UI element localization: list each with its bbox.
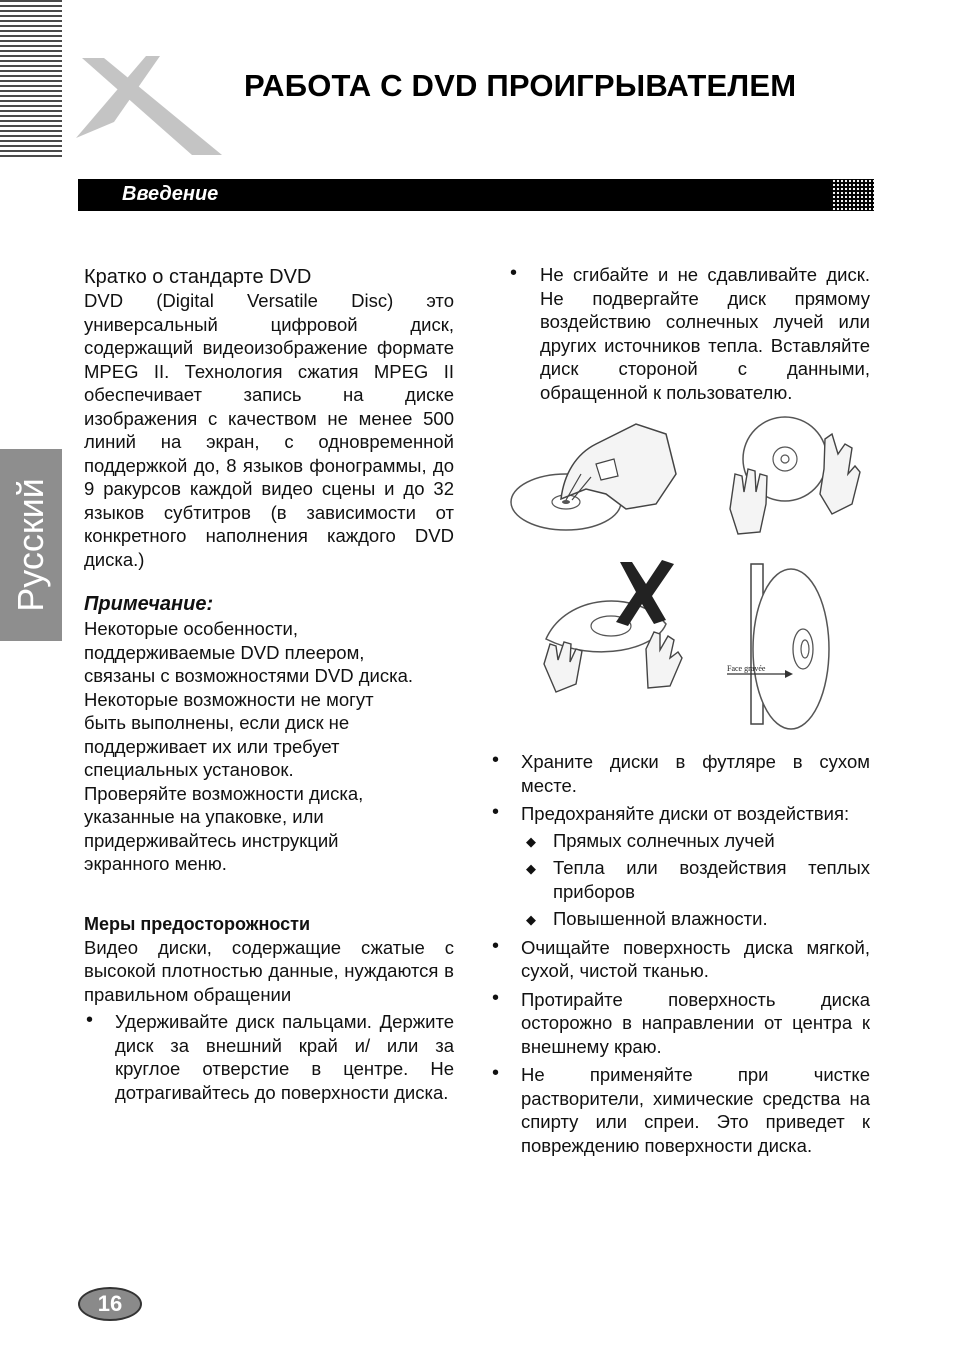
protect-item: ◆ Прямых солнечных лучей — [521, 829, 870, 853]
precautions-list — [84, 1010, 454, 1104]
page-title: РАБОТА С DVD ПРОИГРЫВАТЕЛЕМ — [244, 68, 797, 103]
page-number: 16 — [78, 1287, 142, 1321]
note-line: Некоторые особенности, — [84, 618, 299, 639]
note-line: специальных установок. — [84, 759, 294, 780]
decorative-stripes — [0, 0, 62, 158]
dot-pattern — [832, 179, 874, 211]
care-bullet: • Не применяйте при чистке растворители, химические средства на спирту или спреи. Это приведет к повреждению поверхности диска. — [490, 1063, 870, 1157]
intro-text: DVD (Digital Versatile Disc) это универсальный цифровой диск, содержащий видеоизображение формате MPEG II. Технология сжатия MPEG II обеспечивает запись на диске изображения с качеством не менее 500 линий на экран, с одновременной поддержкой до, 8 языков фонограммы, до 9 ракурсов каждой видео сцены и до 32 языков субтитров (в зависимости от конкретного наполнения каждого DVD диска.) — [84, 290, 454, 570]
right-column — [500, 263, 870, 1162]
protect-item: ◆ Тепла или воздействия теплых приборов — [521, 856, 870, 903]
note-line: поддерживаемые DVD плеером, — [84, 641, 365, 663]
care-list — [490, 750, 870, 1157]
care-bullet: • Храните диски в футляре в сухом месте. — [490, 750, 870, 797]
language-label: Русский — [10, 478, 51, 612]
left-column — [84, 265, 454, 1109]
note-heading: Примечание: — [84, 593, 214, 615]
intro-heading: Кратко о стандарте DVD — [84, 266, 312, 288]
note-line: придерживайтесь инструкций — [84, 829, 339, 851]
precautions-heading: Меры предосторожности — [84, 913, 311, 934]
hands-edge-hold-illustration — [720, 414, 870, 544]
care-bullet — [490, 802, 870, 931]
precautions-text: Видео диски, содержащие сжатые с высокой плотностью данные, нуждаются в правильном обращении — [84, 936, 454, 1005]
handling-bullet: • Не сгибайте и не сдавливайте диск. Не подвергайте диск прямому воздействию солнечных лучей или других источников тепла. Вставляйте диск стороной с данными, обращенной к пользователю. — [500, 263, 870, 404]
disc-side-view-illustration — [725, 554, 835, 742]
brand-x-logo — [74, 52, 224, 157]
note-line: связаны с возможностями DVD диска. — [84, 665, 414, 686]
protect-item: ◆ Повышенной влажности. — [521, 907, 870, 931]
language-tab — [0, 449, 62, 641]
note-line: Некоторые возможности не могут — [84, 688, 374, 710]
handling-list — [500, 263, 870, 404]
face-label: Face gravée — [727, 664, 766, 673]
precautions-bullet: • Удерживайте диск пальцами. Держите диск за внешний край и/ или за круглое отверстие в центре. Не дотрагивайтесь до поверхности диска. — [84, 1010, 454, 1104]
note-line: экранного меню. — [84, 853, 227, 874]
section-title: Введение — [122, 183, 219, 205]
note-text — [84, 617, 454, 876]
protect-bullet-text: Предохраняйте диски от воздействия: — [521, 803, 850, 824]
care-bullet: • Очищайте поверхность диска мягкой, сухой, чистой тканью. — [490, 936, 870, 983]
note-line: быть выполнены, если диск не — [84, 712, 350, 733]
protect-sublist — [521, 829, 870, 931]
bending-disc-prohibited-illustration — [536, 554, 686, 724]
note-line: указанные на упаковке, или — [84, 806, 324, 827]
note-line: поддерживает их или требует — [84, 735, 340, 757]
section-bar — [78, 179, 874, 211]
care-bullet: • Протирайте поверхность диска осторожно в направлении от центра к внешнему краю. — [490, 988, 870, 1059]
note-line: Проверяйте возможности диска, — [84, 782, 364, 804]
disc-handling-illustrations — [500, 414, 870, 742]
hand-center-hold-illustration — [506, 414, 696, 544]
